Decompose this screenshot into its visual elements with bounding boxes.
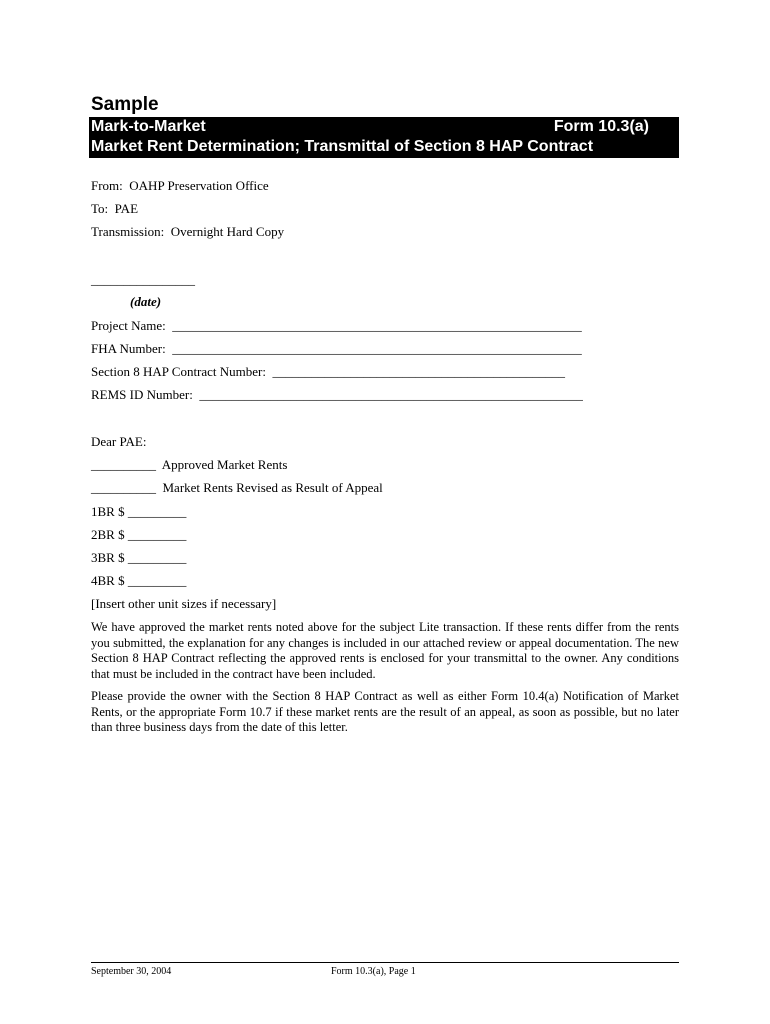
transmission-line: Transmission: Overnight Hard Copy <box>91 224 285 239</box>
other-units-note: [Insert other unit sizes if necessary] <box>91 596 277 611</box>
date-blank: ________________ <box>91 272 195 287</box>
from-line: From: OAHP Preservation Office <box>91 178 269 193</box>
rems-id-field: REMS ID Number: ___________________________________________________________ <box>91 387 583 402</box>
unit-4br: 4BR $ _________ <box>91 573 187 588</box>
unit-3br: 3BR $ _________ <box>91 550 187 565</box>
body-paragraph-2: Please provide the owner with the Section 8 HAP Contract as well as either Form 10.4(a) Notification of Market Rents, or the appropriate Form 10.7 if these market rents are the result of an appeal, as soon as possible, but no later than three business days from the date of this letter. <box>91 689 679 734</box>
footer-page: Form 10.3(a), Page 1 <box>331 966 416 977</box>
salutation: Dear PAE: <box>91 434 147 449</box>
footer-date: September 30, 2004 <box>91 966 172 977</box>
form-title: Mark-to-Market <box>91 118 206 135</box>
project-name-field: Project Name: _______________________________________________________________ <box>91 318 582 333</box>
to-line: To: PAE <box>91 201 139 216</box>
unit-2br: 2BR $ _________ <box>91 527 187 542</box>
form-subtitle: Market Rent Determination; Transmittal of Section 8 HAP Contract <box>91 138 594 155</box>
sample-heading: Sample <box>91 94 159 115</box>
form-number: Form 10.3(a) <box>553 118 649 135</box>
date-label: (date) <box>130 294 162 309</box>
footer-rule <box>91 962 679 963</box>
revised-rents-check: __________ Market Rents Revised as Result of Appeal <box>91 480 383 495</box>
fha-number-field: FHA Number: _______________________________________________________________ <box>91 341 582 356</box>
body-paragraph-1: We have approved the market rents noted above for the subject Lite transaction. If these rents differ from the rents you submitted, the explanation for any changes is included in our attached review or appeal documentation. The new Section 8 HAP Contract reflecting the approved rents is enclosed for your transmittal to the owner. Any conditions that must be included in the contract have been included. <box>91 620 679 681</box>
form-title-banner <box>89 117 679 158</box>
approved-rents-check: __________ Approved Market Rents <box>91 457 288 472</box>
hap-contract-number-field: Section 8 HAP Contract Number: _____________________________________________ <box>91 364 565 379</box>
unit-1br: 1BR $ _________ <box>91 504 187 519</box>
